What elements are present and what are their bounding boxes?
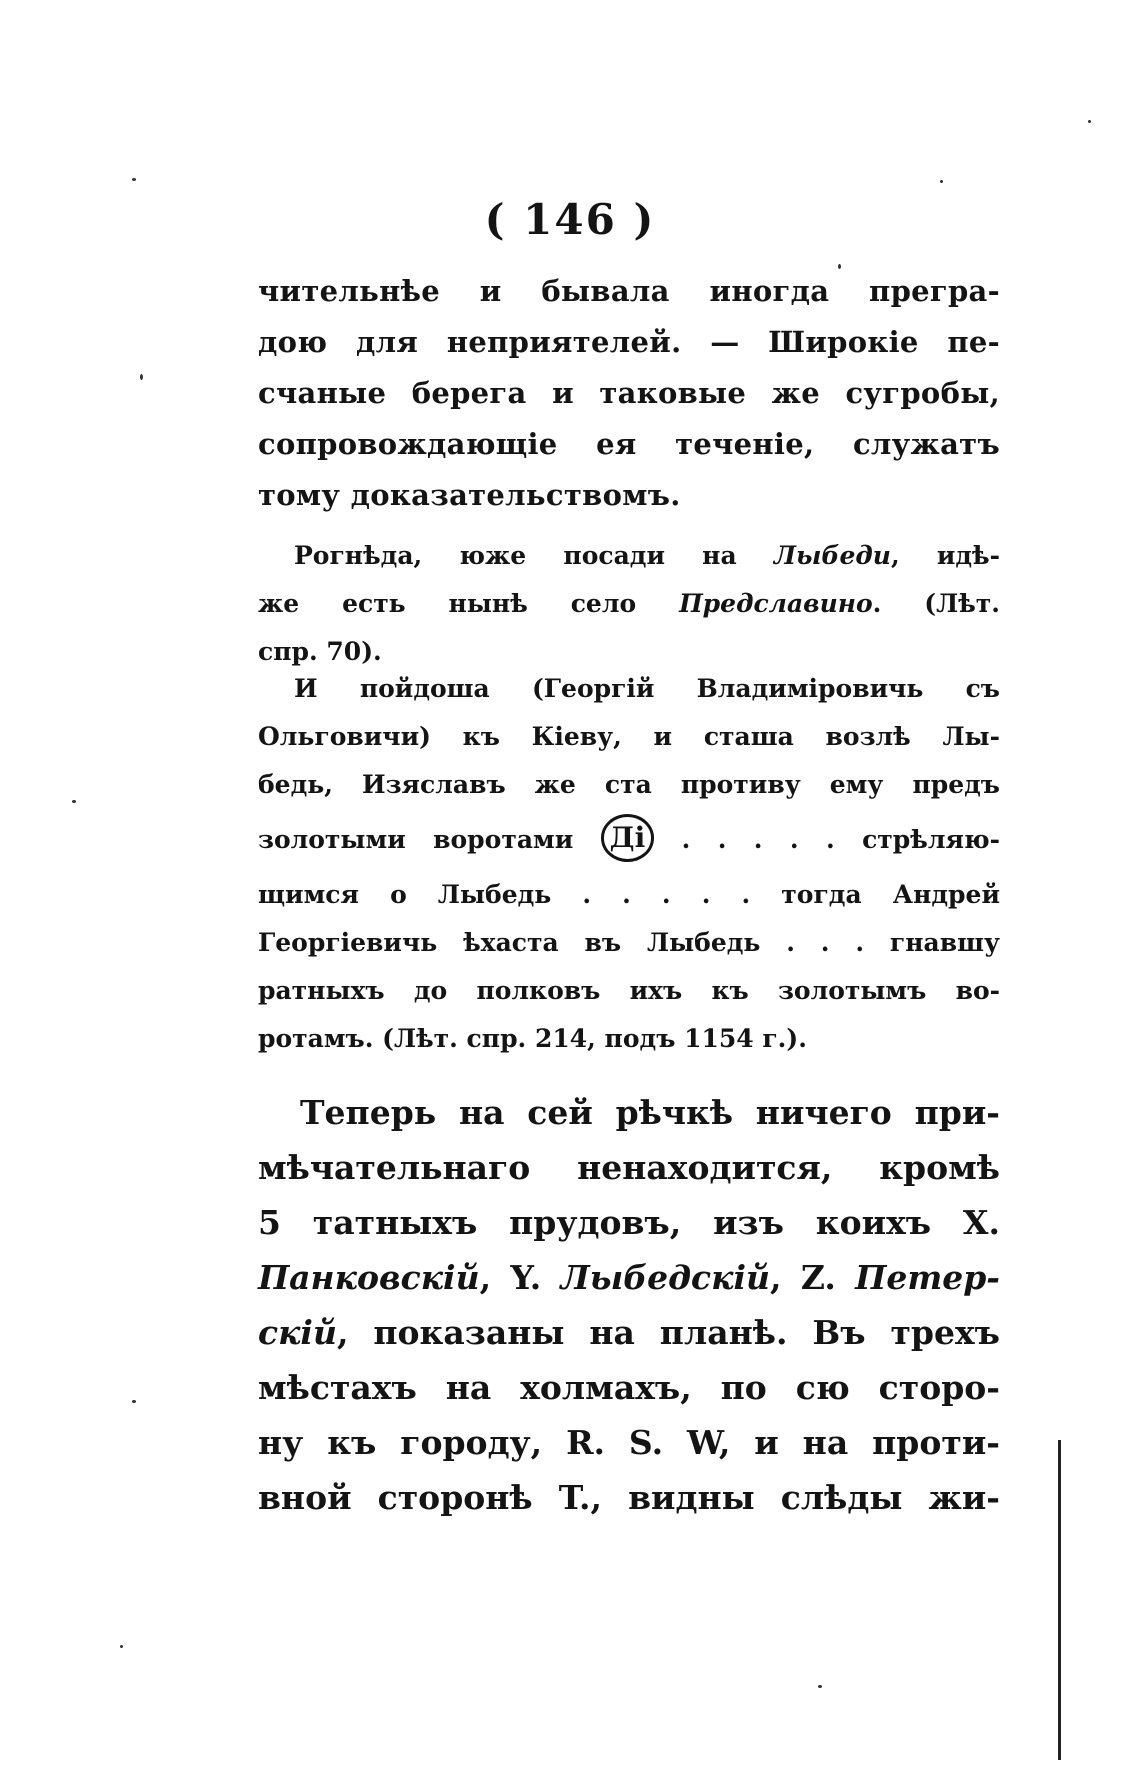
quote-line: Георгіевичь ѣхаста въ Лыбедь . . . гнавшу	[258, 928, 1000, 957]
scan-speck	[120, 1645, 123, 1648]
text-line: вной сторонѣ T., видны слѣды жи-	[258, 1478, 1000, 1517]
gate-marker-seal: Дi	[601, 814, 655, 862]
scan-speck	[838, 264, 841, 269]
text-line: счаные берега и таковые же сугробы,	[258, 376, 1000, 410]
text-line: ну къ городу, R. S. W, и на проти-	[258, 1423, 1000, 1462]
text-line: тому доказательствомъ.	[258, 478, 681, 512]
scan-speck	[140, 374, 143, 380]
scan-speck	[132, 1400, 136, 1403]
italic-place-name: Лыбеди	[773, 541, 891, 570]
text-line: Теперь на сей рѣчкѣ ничего при-	[300, 1093, 1000, 1132]
page-edge-line	[1058, 1440, 1061, 1760]
page-number: ( 146 )	[484, 195, 656, 244]
scan-speck	[132, 178, 136, 181]
text-line: мѣстахъ на холмахъ, по сю сторо-	[258, 1368, 1000, 1407]
scan-speck	[940, 180, 943, 183]
text-line: сопровождающіе ея теченіе, служатъ	[258, 427, 1000, 461]
quote-line: ротамъ. (Лѣт. спр. 214, подъ 1154 г.).	[258, 1024, 807, 1053]
quote-line: ратныхъ до полковъ ихъ къ золотымъ во-	[258, 976, 1000, 1005]
text-line: чительнѣе и бывала иногда прегра-	[258, 274, 1000, 308]
text-line: скій, показаны на планѣ. Въ трехъ	[258, 1313, 1000, 1352]
quote-line: щимся о Лыбедь . . . . . тогда Андрей	[258, 880, 1000, 909]
text-line: мѣчательнаго ненаходится, кромѣ	[258, 1148, 1000, 1187]
bottom-paragraph	[258, 1085, 1000, 1525]
text-line: Панковскій, Y. Лыбедскій, Z. Петер-	[258, 1258, 1000, 1297]
quote-line: бедь, Изяславъ же ста противу ему предъ	[258, 770, 1000, 799]
scan-speck	[1088, 120, 1091, 123]
scan-speck	[818, 1685, 822, 1688]
text-line: 5 татныхъ прудовъ, изъ коихъ X.	[258, 1203, 1000, 1242]
scan-speck	[72, 800, 76, 803]
top-paragraph	[258, 266, 1000, 521]
italic-place-name: Предславино	[679, 589, 873, 618]
quote-line: Рогнѣда, юже посади на Лыбеди, идѣ-	[294, 541, 1000, 570]
quote-line: золотыми воротами Дi . . . . . стрѣляю-	[258, 809, 1000, 871]
quote-rogneda	[258, 532, 1000, 676]
quote-georgiy	[258, 665, 1000, 1063]
quote-line: спр. 70).	[258, 637, 382, 666]
quote-line: же есть нынѣ село Предславино. (Лѣт.	[258, 589, 1000, 618]
text-line: дою для неприятелей. — Широкіе пе-	[258, 325, 1000, 359]
quote-line: Ольговичи) къ Кіеву, и сташа возлѣ Лы-	[258, 722, 1000, 751]
quote-line: И пойдоша (Георгій Владиміровичь съ	[294, 674, 1000, 703]
